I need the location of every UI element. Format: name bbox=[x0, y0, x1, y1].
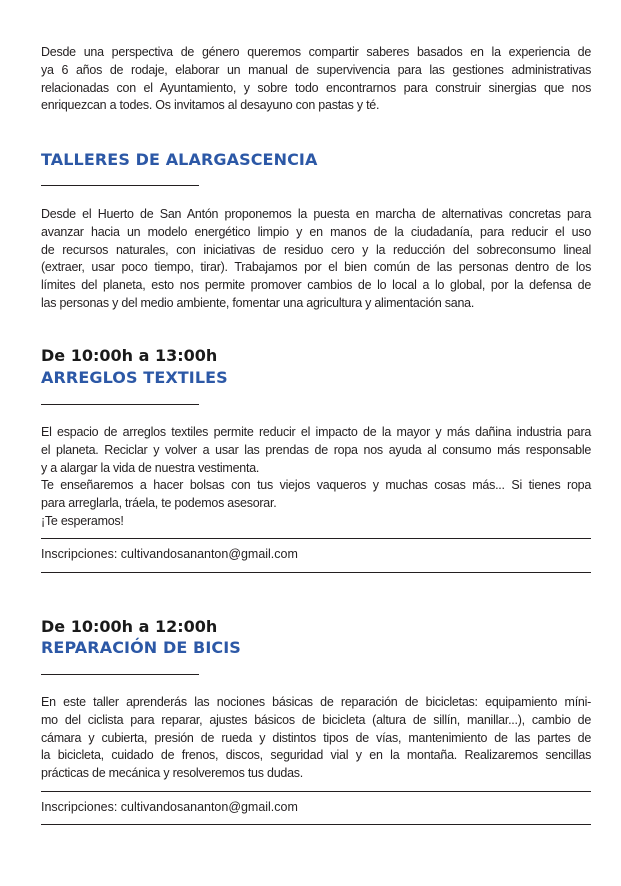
paragraph-line: prácticas de mecánica y resolveremos tus dudas. bbox=[41, 765, 304, 781]
paragraph-line: ¡Te esperamos! bbox=[41, 512, 124, 528]
paragraph-line: En este taller aprenderás las nociones básicas de reparación de bicicletas: equipamiento míni- bbox=[41, 694, 592, 709]
separator-line bbox=[41, 538, 591, 539]
talleres-title: TALLERES DE ALARGASCENCIA bbox=[41, 150, 318, 169]
arreglos-inscripciones: Inscripciones: cultivandosananton@gmail.com bbox=[41, 546, 298, 561]
bicis-inscripciones: Inscripciones: cultivandosananton@gmail.com bbox=[41, 799, 298, 814]
paragraph-line: Te enseñaremos a hacer bolsas con tus viejos vaqueros y muchas cosas más... Si tienes ropa bbox=[41, 477, 592, 493]
title-underline bbox=[41, 674, 199, 675]
arreglos-title: ARREGLOS TEXTILES bbox=[41, 368, 228, 387]
separator-line bbox=[41, 824, 591, 825]
paragraph-line: El espacio de arreglos textiles permite reducir el impacto de la mayor y más dañina industria para bbox=[41, 424, 592, 439]
talleres-paragraph bbox=[41, 205, 591, 312]
document-page bbox=[41, 0, 591, 886]
paragraph-line: y a alargar la vida de nuestra vestimenta. bbox=[41, 459, 260, 475]
bicis-paragraph bbox=[41, 693, 591, 782]
paragraph-line: límites del planeta, esto nos permite promover cambios de lo local a lo global, por la defensa de bbox=[41, 277, 592, 293]
paragraph-line: la bicicleta, cuidado de frenos, discos, seguridad vial y en la montaña. Realizaremos sencillas bbox=[41, 747, 592, 763]
paragraph-line: el planeta. Reciclar y volver a usar las prendas de ropa nos ayuda al consumo más responsable bbox=[41, 441, 592, 457]
intro-paragraph bbox=[41, 43, 591, 114]
bicis-time: De 10:00h a 12:00h bbox=[41, 617, 218, 636]
title-underline bbox=[41, 404, 199, 405]
arreglos-time: De 10:00h a 13:00h bbox=[41, 346, 218, 365]
paragraph-line: (extraer, usar poco tiempo, tirar). Trabajamos por el bien común de las personas dentro de los bbox=[41, 259, 592, 275]
title-underline bbox=[41, 185, 199, 186]
paragraph-line: ya 6 años de rodaje, elaborar un manual de supervivencia para las gestiones administrativas bbox=[41, 61, 592, 77]
paragraph-line: relacionadas con el Ayuntamiento, y sobre todo encontrarnos para construir sinergias que nos bbox=[41, 79, 592, 95]
paragraph-line: Desde una perspectiva de género queremos compartir saberes basados en la experiencia de bbox=[41, 44, 592, 59]
paragraph-line: para arreglarla, tráela, te podemos asesorar. bbox=[41, 495, 277, 511]
paragraph-line: las personas y del medio ambiente, fomentar una agricultura y alimentación sana. bbox=[41, 294, 475, 310]
paragraph-line: mo del ciclista para reparar, ajustes básicos de bicicleta (altura de sillín, manillar...), cambio de bbox=[41, 711, 592, 727]
paragraph-line: cámara y cubierta, presión de rueda y distintos tipos de vías, mantenimiento de las partes de bbox=[41, 729, 592, 745]
paragraph-line: Desde el Huerto de San Antón proponemos la puesta en marcha de alternativas concretas para bbox=[41, 206, 592, 221]
paragraph-line: de recursos naturales, con iniciativas de residuo cero y la reducción del sobreconsumo lineal bbox=[41, 241, 592, 257]
arreglos-paragraph bbox=[41, 423, 591, 530]
separator-line bbox=[41, 572, 591, 573]
paragraph-line: avanzar hacia un modelo energético limpio y en manos de la ciudadanía, para reducir el uso bbox=[41, 223, 592, 239]
paragraph-line: enriquezcan a todes. Os invitamos al desayuno con pastas y té. bbox=[41, 97, 380, 113]
bicis-title: REPARACIÓN DE BICIS bbox=[41, 638, 241, 657]
separator-line bbox=[41, 791, 591, 792]
